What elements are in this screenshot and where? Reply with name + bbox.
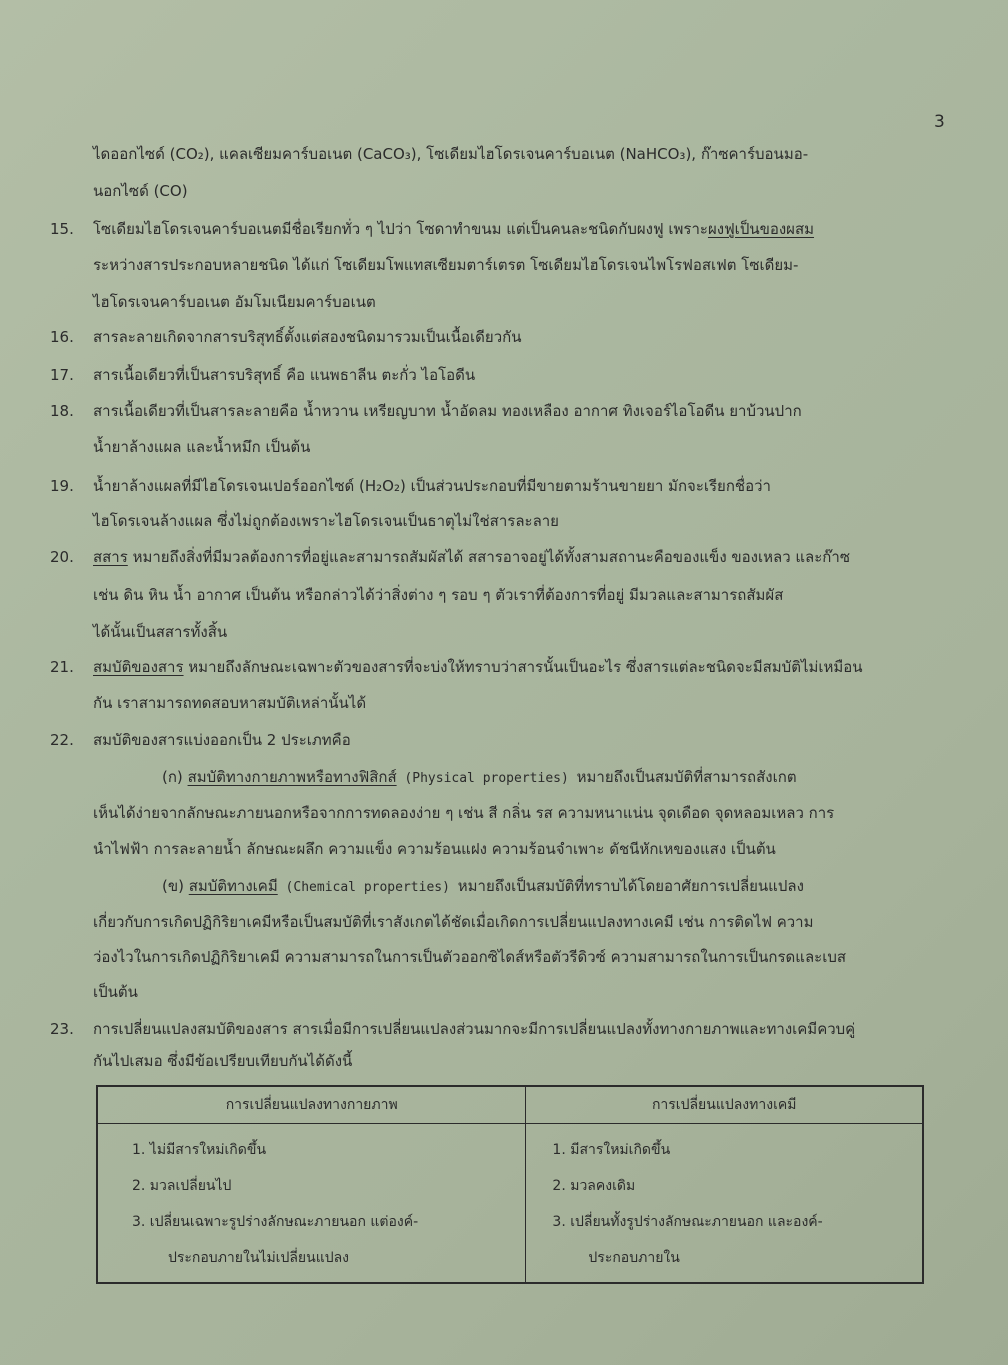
text-segment: โซเดียมไฮโดรเจนคาร์บอเนตมีชื่อเรียกทั่ว ๆ ไปว่า โซดาทำขนม แต่เป็นคนละชนิดกับผงฟู เพราะ: [93, 220, 708, 238]
item-number: 21.: [50, 658, 74, 676]
list-item: 1. มีสารใหม่เกิดขึ้น: [552, 1142, 671, 1158]
text-line: กันไปเสมอ ซึ่งมีข้อเปรียบเทียบกันได้ดังนี้: [93, 1052, 353, 1070]
text-line: เกี่ยวกับการเกิดปฏิกิริยาเคมีหรือเป็นสมบัติที่เราสังเกตได้ชัดเมื่อเกิดการเปลี่ยนแปลงทางเคมี เช่น การติดไฟ ความ: [93, 913, 814, 931]
text-line: ระหว่างสารประกอบหลายชนิด ได้แก่ โซเดียมโพแทสเซียมตาร์เตรต โซเดียมไฮโดรเจนไพโรฟอสเฟต โซเดียม-: [93, 256, 799, 274]
text-line: สมบัติของสารแบ่งออกเป็น 2 ประเภทคือ: [93, 731, 351, 749]
item-number: 22.: [50, 731, 74, 749]
text-line: นอกไซด์ (CO): [93, 182, 188, 200]
text-line: [93, 547, 850, 567]
text-line: น้ำยาล้างแผลที่มีไฮโดรเจนเปอร์ออกไซด์ (H₂O₂) เป็นส่วนประกอบที่มีขายตามร้านขายยา มักจะเรียกชื่อว่า: [93, 477, 771, 495]
item-number: 17.: [50, 366, 74, 384]
text-line: การเปลี่ยนแปลงสมบัติของสาร สารเมื่อมีการเปลี่ยนแปลงส่วนมากจะมีการเปลี่ยนแปลงทั้งทางกายภาพและทางเคมีควบคู่: [93, 1020, 856, 1038]
list-item: 3. เปลี่ยนทั้งรูปร่างลักษณะภายนอก และองค์-: [552, 1214, 823, 1230]
underlined-term: สมบัติทางเคมี: [188, 877, 278, 895]
list-item: 1. ไม่มีสารใหม่เกิดขึ้น: [132, 1142, 267, 1158]
underlined-term: สมบัติของสาร: [93, 658, 184, 676]
text-segment: หมายถึงเป็นสมบัติที่สามารถสังเกต: [576, 768, 797, 786]
text-line: ไฮโดรเจนล้างแผล ซึ่งไม่ถูกต้องเพราะไฮโดรเจนเป็นธาตุไม่ใช่สารละลาย: [93, 512, 559, 530]
item-number: 15.: [50, 220, 74, 238]
text-line: สารเนื้อเดียวที่เป็นสารบริสุทธิ์ คือ แนพธาลีน ตะกั่ว ไอโอดีน: [93, 366, 476, 384]
underlined-term: ผงฟูเป็นของผสม: [707, 220, 815, 238]
item-number: 18.: [50, 402, 74, 420]
text-line: [93, 657, 863, 677]
list-item-continuation: ประกอบภายในไม่เปลี่ยนแปลง: [168, 1250, 350, 1266]
header-chemical-change: การเปลี่ยนแปลงทางเคมี: [526, 1086, 923, 1124]
english-term: (Physical properties): [396, 771, 577, 786]
text-segment: (ข): [162, 877, 189, 895]
text-segment: หมายถึงเป็นสมบัติที่ทราบได้โดยอาศัยการเปลี่ยนแปลง: [457, 877, 804, 895]
list-item: 2. มวลเปลี่ยนไป: [132, 1178, 232, 1194]
text-segment: หมายถึงสิ่งที่มีมวลต้องการที่อยู่และสามารถสัมผัสได้ สสารอาจอยู่ได้ทั้งสามสถานะคือของแข็ง ของเหลว และก๊าซ: [127, 548, 850, 566]
list-item: 3. เปลี่ยนเฉพาะรูปร่างลักษณะภายนอก แต่องค์-: [132, 1214, 419, 1230]
text-segment: หมายถึงลักษณะเฉพาะตัวของสารที่จะบ่งให้ทราบว่าสารนั้นเป็นอะไร ซึ่งสารแต่ละชนิดจะมีสมบัติไม่เหมือน: [183, 658, 863, 676]
text-line: ไฮโดรเจนคาร์บอเนต อัมโมเนียมคาร์บอเนต: [93, 293, 376, 311]
chemical-change-cell: [526, 1124, 923, 1284]
text-line: น้ำยาล้างแผล และน้ำหมึก เป็นต้น: [93, 438, 311, 456]
item-number: 23.: [50, 1020, 74, 1038]
underlined-term: สสาร: [93, 548, 128, 566]
item-number: 20.: [50, 548, 74, 566]
text-line: ได้นั้นเป็นสสารทั้งสิ้น: [93, 623, 228, 641]
text-line: สารเนื้อเดียวที่เป็นสารละลายคือ น้ำหวาน เหรียญบาท น้ำอัดลม ทองเหลือง อากาศ ทิงเจอร์ไอโอดีน ยาบ้วนปาก: [93, 402, 802, 420]
text-line: เห็นได้ง่ายจากลักษณะภายนอกหรือจากการทดลองง่าย ๆ เช่น สี กลิ่น รส ความหนาแน่น จุดเดือด จุดหลอมเหลว การ: [93, 804, 835, 822]
table-row: [97, 1124, 923, 1284]
text-line: เป็นต้น: [93, 983, 138, 1001]
underlined-term: สมบัติทางกายภาพหรือทางฟิสิกส์: [187, 768, 397, 786]
item-number: 16.: [50, 328, 74, 346]
header-physical-change: การเปลี่ยนแปลงทางกายภาพ: [97, 1086, 526, 1124]
text-line: [162, 876, 804, 898]
physical-change-cell: [97, 1124, 526, 1284]
table-header-row: [97, 1086, 923, 1124]
text-line: ไดออกไซด์ (CO₂), แคลเซียมคาร์บอเนต (CaCO₃), โซเดียมไฮโดรเจนคาร์บอเนต (NaHCO₃), ก๊าซคาร์บอนมอ-: [93, 145, 809, 163]
text-segment: (ก): [162, 768, 188, 786]
text-line: กัน เราสามารถทดสอบหาสมบัติเหล่านั้นได้: [93, 694, 367, 712]
english-term: (Chemical properties): [277, 880, 458, 895]
text-line: สารละลายเกิดจากสารบริสุทธิ์ตั้งแต่สองชนิดมารวมเป็นเนื้อเดียวกัน: [93, 328, 522, 346]
list-item-continuation: ประกอบภายใน: [588, 1250, 680, 1266]
text-line: [93, 219, 814, 239]
comparison-table: [96, 1085, 924, 1284]
text-line: [162, 767, 797, 789]
text-line: นำไฟฟ้า การละลายน้ำ ลักษณะผลึก ความแข็ง ความร้อนแฝง ความร้อนจำเพาะ ดัชนีหักเหของแสง เป็นต้น: [93, 840, 776, 858]
text-line: ว่องไวในการเกิดปฏิกิริยาเคมี ความสามารถในการเป็นตัวออกซิไดส์หรือตัวรีดิวซ์ ความสามารถในการเป็นกรดและเบส: [93, 948, 847, 966]
list-item: 2. มวลคงเดิม: [552, 1178, 636, 1194]
text-line: เช่น ดิน หิน น้ำ อากาศ เป็นต้น หรือกล่าวได้ว่าสิ่งต่าง ๆ รอบ ๆ ตัวเราที่ต้องการที่อยู่ มีมวลและสามารถสัมผัส: [93, 586, 784, 604]
item-number: 19.: [50, 477, 74, 495]
page-number: 3: [934, 112, 945, 132]
